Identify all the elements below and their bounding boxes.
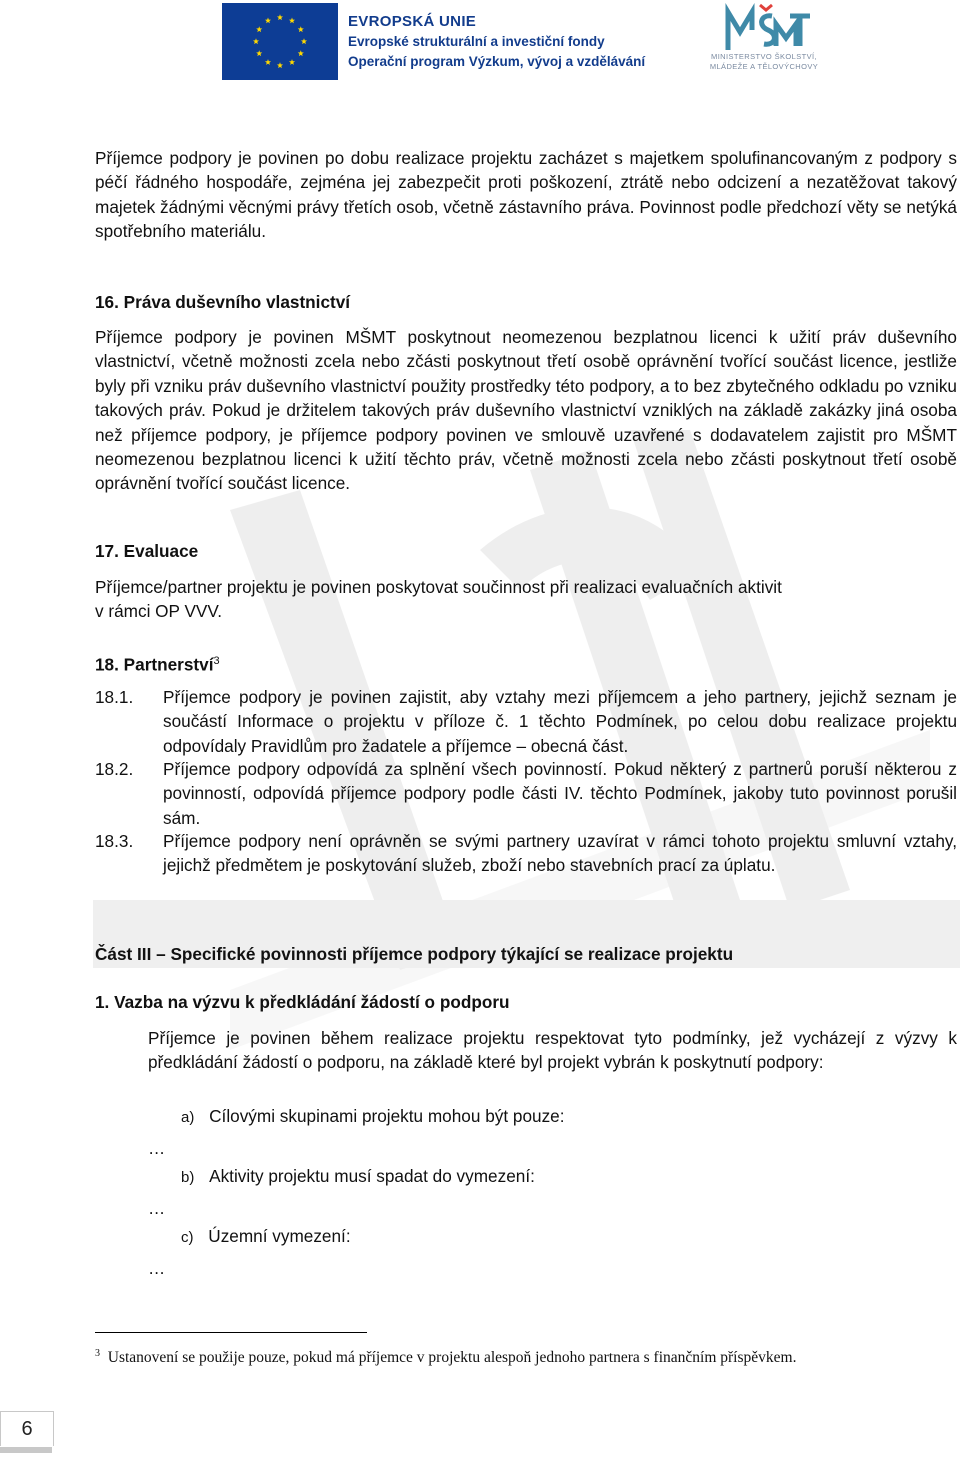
- ellipsis-placeholder: …: [148, 1258, 166, 1278]
- subsection1-body: [148, 1026, 957, 1075]
- eu-star-icon: [277, 14, 283, 20]
- item-text: Územní vymezení:: [208, 1226, 351, 1246]
- section17-line1: Příjemce/partner projektu je povinen poskytovat součinnost při realizaci evaluačních aktivit: [95, 577, 782, 597]
- subsection1-heading: 1. Vazba na výzvu k předkládání žádostí o podporu: [95, 992, 510, 1012]
- criteria-item: [181, 1164, 535, 1190]
- eu-title: EVROPSKÁ UNIE: [348, 13, 477, 30]
- eu-star-icon: [256, 26, 262, 32]
- footnote-separator: [95, 1332, 367, 1333]
- eu-star-icon: [289, 59, 295, 65]
- eu-program: Operační program Výzkum, vývoj a vzdělávání: [348, 54, 646, 69]
- subsection1-text: Příjemce je povinen během realizace projektu respektovat tyto podmínky, jež vycházejí z výzvy k předkládání žádostí o podporu, na základě které byl projekt vybrán k poskytnutí podpory:: [148, 1028, 957, 1073]
- eu-star-icon: [301, 38, 307, 44]
- part3-heading: Část III – Specifické povinnosti příjemce podpory týkající se realizace projektu: [95, 944, 734, 964]
- criteria-item: [181, 1104, 565, 1130]
- intro-paragraph: [95, 146, 957, 244]
- eu-star-icon: [253, 38, 259, 44]
- item-letter: a): [181, 1109, 195, 1126]
- eu-star-icon: [265, 18, 271, 24]
- intro-text: Příjemce podpory je povinen po dobu realizace projektu zacházet s majetkem spolufinancovaným z podpory s péčí řádného hospodáře, zejména jej zabezpečit proti poškození, ztrátě nebo odcizení a nezatěžovat takový majetek žádnými věcnými právy třetích osob, včetně zástavního práva. Povinnost podle předchozí věty se netýká spotřebního materiálu.: [95, 148, 957, 242]
- footnote-text: Ustanovení se použije pouze, pokud má příjemce v projektu alespoň jednoho partnera s finančním příspěvkem.: [107, 1349, 797, 1367]
- section16-body: [95, 325, 957, 496]
- eu-star-icon: [256, 50, 262, 56]
- ministry-name: [686, 52, 842, 72]
- criteria-item: [181, 1224, 351, 1250]
- ministry-line1: MINISTERSTVO ŠKOLSTVÍ,: [711, 52, 817, 61]
- item-number: 18.1.: [95, 687, 134, 707]
- eu-program-text: [348, 12, 645, 72]
- item-text: Aktivity projektu musí spadat do vymezení:: [209, 1166, 535, 1186]
- section18-heading: [95, 649, 957, 677]
- eu-star-icon: [289, 18, 295, 24]
- footnote: [95, 1344, 957, 1368]
- section17-heading: 17. Evaluace: [95, 541, 199, 561]
- eu-stars-icon: [222, 3, 338, 80]
- eu-flag-logo: [222, 3, 338, 80]
- eu-star-icon: [298, 50, 304, 56]
- footnote-ref: 3: [213, 655, 220, 667]
- eu-star-icon: [277, 62, 283, 68]
- section16-text: Příjemce podpory je povinen MŠMT poskytnout neomezenou bezplatnou licenci k užití práv duševního vlastnictví, včetně možnosti zcela nebo zčásti poskytnout třetí osobě oprávnění tvořící součást licence, jestliže byly při vzniku práv duševního vlastnictví použity prostředky této podpory, a to bez zbytečného odkladu po vzniku takových práv. Pokud je držitelem takových práv duševního vlastnictví vzniklých na základě zakázky jiná osoba než příjemce podpory, je příjemce podpory povinen ve smlouvě uzavřené s dodavatelem zajistit pro MŠMT neomezenou bezplatnou licenci k užití těchto práv, včetně možnosti zcela nebo zčásti poskytnout třetí osobě oprávnění tvořící součást licence.: [95, 327, 957, 494]
- ministry-line2: MLÁDEŽE A TĚLOVÝCHOVY: [709, 62, 819, 71]
- page-number: 6: [0, 1411, 54, 1446]
- eu-star-icon: [298, 26, 304, 32]
- item-number: 18.3.: [95, 831, 134, 851]
- section17-line2: v rámci OP VVV.: [95, 601, 223, 622]
- item-letter: c): [181, 1229, 194, 1246]
- item-letter: b): [181, 1169, 195, 1186]
- page-number-bar: [0, 1447, 52, 1453]
- item-text: Cílovými skupinami projektu mohou být pouze:: [209, 1106, 565, 1126]
- item-number: 18.2.: [95, 759, 134, 779]
- section17-body: [95, 575, 957, 624]
- item-text: Příjemce podpory odpovídá za splnění všech povinností. Pokud některý z partnerů poruší některou z povinností, odpovídá příjemce podpory podle části IV. těchto Podmínek, jakoby tuto povinnost porušil sám.: [163, 759, 957, 828]
- item-text: Příjemce podpory není oprávněn se svými partnery uzavírat v rámci tohoto projektu smluvní vztahy, jejichž předmětem je poskytování služeb, zboží nebo stavebních prací za úplatu.: [163, 831, 957, 876]
- item-text: Příjemce podpory je povinen zajistit, aby vztahy mezi příjemcem a jeho partnery, jejichž seznam je součástí Informace o projektu v příloze č. 1 těchto Podmínek, po celou dobu realizace projektu odpovídaly Pravidlům pro žadatele a příjemce – obecná část.: [163, 687, 957, 756]
- eu-funds: Evropské strukturální a investiční fondy: [348, 34, 605, 49]
- footnote-number: 3: [95, 1348, 100, 1359]
- section18-title: 18. Partnerství: [95, 654, 214, 675]
- ellipsis-placeholder: …: [148, 1198, 166, 1218]
- ellipsis-placeholder: …: [148, 1138, 166, 1158]
- eu-star-icon: [265, 59, 271, 65]
- section16-heading: 16. Práva duševního vlastnictví: [95, 292, 351, 312]
